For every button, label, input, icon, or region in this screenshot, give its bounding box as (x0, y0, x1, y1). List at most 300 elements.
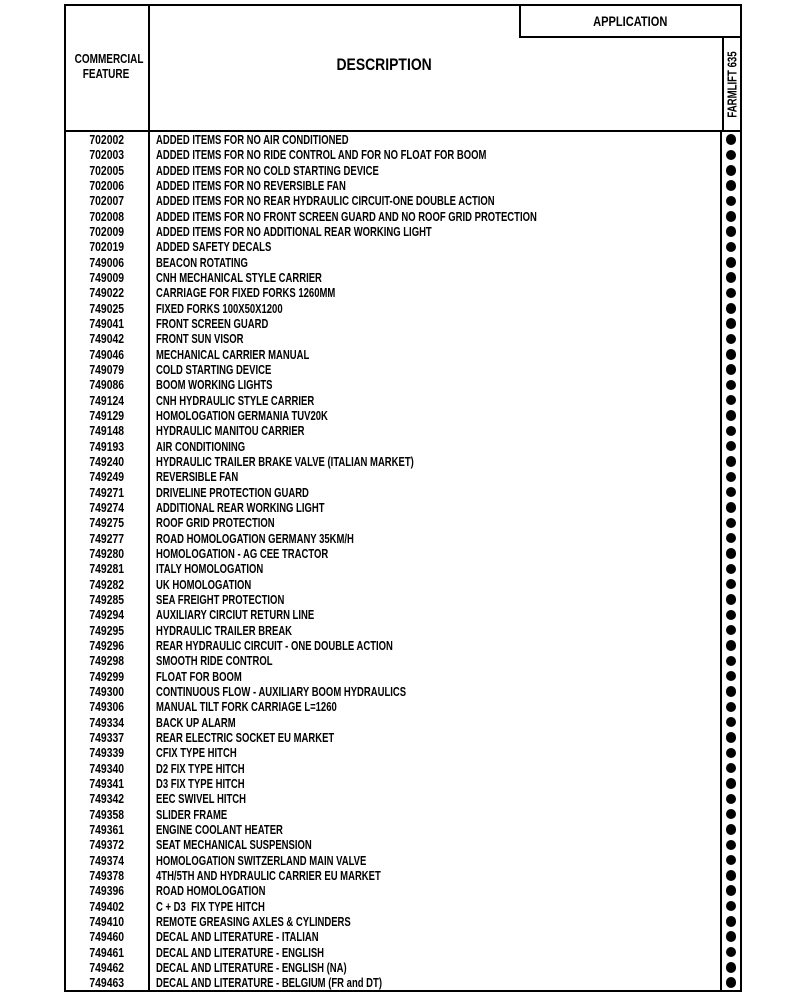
description-text: ADDED ITEMS FOR NO COLD STARTING DEVICE (156, 162, 379, 178)
application-cell (722, 960, 740, 975)
description-cell (150, 776, 722, 791)
application-cell (722, 607, 740, 622)
application-dot-icon (726, 426, 737, 437)
feature-code-cell (66, 347, 150, 362)
table-row (66, 331, 740, 346)
feature-code: 749378 (89, 867, 125, 883)
table-row (66, 822, 740, 837)
description-text: REVERSIBLE FAN (156, 469, 239, 485)
feature-code-cell (66, 623, 150, 638)
table-row (66, 837, 740, 852)
feature-code-cell (66, 454, 150, 469)
table-row (66, 347, 740, 362)
feature-code-cell (66, 439, 150, 454)
description-text: AUXILIARY CIRCIUT RETURN LINE (156, 607, 315, 623)
feature-code: 702019 (89, 239, 125, 255)
description-cell (150, 623, 722, 638)
application-dot-icon (726, 579, 737, 590)
feature-code-cell (66, 393, 150, 408)
feature-code: 749372 (89, 837, 125, 853)
application-cell (722, 883, 740, 898)
feature-code-cell (66, 301, 150, 316)
description-text: ADDED ITEMS FOR NO ADDITIONAL REAR WORKING LIGHT (156, 224, 432, 240)
feature-code: 749148 (89, 423, 125, 439)
description-cell (150, 408, 722, 423)
feature-code-cell (66, 668, 150, 683)
application-dot-icon (726, 594, 737, 605)
application-cell (722, 331, 740, 346)
application-cell (722, 469, 740, 484)
model-name-label: FARMLIFT 635 (724, 50, 740, 118)
description-cell (150, 822, 722, 837)
application-cell (722, 760, 740, 775)
commercial-feature-header-label (66, 52, 146, 82)
description-text: ADDED ITEMS FOR NO FRONT SCREEN GUARD AND NO ROOF GRID PROTECTION (156, 208, 537, 224)
application-cell (722, 193, 740, 208)
table-row (66, 193, 740, 208)
application-dot-icon (726, 840, 737, 851)
description-text: COLD STARTING DEVICE (156, 362, 272, 378)
feature-code: 749340 (89, 760, 125, 776)
description-text: DECAL AND LITERATURE - ITALIAN (156, 929, 319, 945)
description-cell (150, 607, 722, 622)
feature-code: 749306 (89, 699, 125, 715)
table-row (66, 239, 740, 254)
feature-code: 702003 (89, 147, 125, 163)
application-cell (722, 975, 740, 990)
description-cell (150, 393, 722, 408)
application-dot-icon (726, 962, 737, 973)
application-dot-icon (726, 272, 737, 283)
description-cell (150, 883, 722, 898)
application-dot-icon (726, 318, 737, 329)
application-cell (722, 868, 740, 883)
feature-code: 749006 (89, 254, 125, 270)
feature-code-cell (66, 960, 150, 975)
table-row (66, 960, 740, 975)
table-row (66, 316, 740, 331)
description-cell (150, 377, 722, 392)
application-cell (722, 255, 740, 270)
description-text: ADDED SAFETY DECALS (156, 239, 272, 255)
application-dot-icon (726, 380, 737, 391)
description-cell (150, 439, 722, 454)
feature-code-cell (66, 975, 150, 990)
application-cell (722, 209, 740, 224)
table-row (66, 423, 740, 438)
application-cell (722, 791, 740, 806)
application-dot-icon (726, 717, 737, 728)
feature-code-cell (66, 163, 150, 178)
application-cell (722, 163, 740, 178)
application-dot-icon (726, 640, 737, 651)
description-cell (150, 868, 722, 883)
feature-code-cell (66, 714, 150, 729)
table-row (66, 806, 740, 821)
application-cell (722, 301, 740, 316)
description-text: CNH MECHANICAL STYLE CARRIER (156, 270, 322, 286)
commercial-feature-header-cell (66, 6, 150, 130)
table-row (66, 699, 740, 714)
feature-code-cell (66, 607, 150, 622)
application-dot-icon (726, 242, 737, 253)
application-dot-icon (726, 901, 737, 912)
application-cell (722, 699, 740, 714)
description-cell (150, 270, 722, 285)
feature-code-cell (66, 178, 150, 193)
application-dot-icon (726, 855, 737, 866)
feature-code: 749296 (89, 637, 125, 653)
application-dot-icon (726, 686, 737, 697)
feature-code-cell (66, 270, 150, 285)
feature-code: 749046 (89, 346, 125, 362)
table-row (66, 393, 740, 408)
description-text: MECHANICAL CARRIER MANUAL (156, 346, 310, 362)
feature-code: 749461 (89, 944, 125, 960)
table-row (66, 868, 740, 883)
feature-application-table (64, 4, 742, 992)
application-cell (722, 408, 740, 423)
table-row (66, 883, 740, 898)
feature-code: 749334 (89, 714, 125, 730)
feature-code: 702009 (89, 224, 125, 240)
feature-code: 749342 (89, 791, 125, 807)
feature-code: 749285 (89, 592, 125, 607)
description-text: REAR HYDRAULIC CIRCUIT - ONE DOUBLE ACTION (156, 637, 393, 653)
description-cell (150, 285, 722, 300)
description-text: ROAD HOMOLOGATION (156, 883, 266, 899)
table-row (66, 301, 740, 316)
application-dot-icon (726, 472, 737, 483)
table-row (66, 408, 740, 423)
application-dot-icon (726, 671, 737, 682)
feature-code: 702005 (89, 162, 125, 178)
feature-code-cell (66, 546, 150, 561)
application-cell (722, 914, 740, 929)
description-cell (150, 331, 722, 346)
application-dot-icon (726, 916, 737, 927)
application-dot-icon (726, 870, 737, 881)
description-text: ADDED ITEMS FOR NO REAR HYDRAULIC CIRCUIT-ONE DOUBLE ACTION (156, 193, 495, 209)
feature-code-cell (66, 898, 150, 913)
application-dot-icon (726, 625, 737, 636)
feature-code: 749339 (89, 745, 125, 761)
description-cell (150, 684, 722, 699)
description-cell (150, 914, 722, 929)
description-cell (150, 362, 722, 377)
description-cell (150, 255, 722, 270)
feature-code: 749294 (89, 607, 125, 623)
application-cell (722, 852, 740, 867)
table-row (66, 255, 740, 270)
description-cell (150, 960, 722, 975)
description-text: EEC SWIVEL HITCH (156, 791, 246, 807)
application-dot-icon (726, 487, 737, 498)
feature-code-cell (66, 500, 150, 515)
description-text: FLOAT FOR BOOM (156, 668, 242, 684)
feature-code-cell (66, 944, 150, 959)
application-cell (722, 730, 740, 745)
description-text: ENGINE COOLANT HEATER (156, 821, 283, 837)
table-row (66, 561, 740, 576)
table-row (66, 577, 740, 592)
description-text: UK HOMOLOGATION (156, 576, 252, 592)
description-text: BACK UP ALARM (156, 714, 236, 730)
application-dot-icon (726, 257, 737, 268)
application-dot-icon (726, 150, 737, 161)
feature-code: 749275 (89, 515, 125, 531)
description-text: ROAD HOMOLOGATION GERMANY 35KM/H (156, 530, 354, 546)
application-dot-icon (726, 395, 737, 406)
table-row (66, 147, 740, 162)
description-text: AIR CONDITIONING (156, 438, 246, 454)
feature-code-cell (66, 239, 150, 254)
feature-code: 749396 (89, 883, 125, 899)
description-text: DECAL AND LITERATURE - ENGLISH (NA) (156, 959, 347, 975)
application-cell (722, 898, 740, 913)
description-text: D3 FIX TYPE HITCH (156, 775, 245, 791)
feature-code-cell (66, 316, 150, 331)
application-cell (722, 638, 740, 653)
feature-code-cell (66, 577, 150, 592)
description-cell (150, 730, 722, 745)
feature-code-cell (66, 592, 150, 607)
description-text: CFIX TYPE HITCH (156, 745, 237, 761)
description-cell (150, 791, 722, 806)
feature-code-cell (66, 377, 150, 392)
feature-code: 749124 (89, 392, 125, 408)
application-dot-icon (726, 349, 737, 360)
table-row (66, 592, 740, 607)
application-cell (722, 623, 740, 638)
table-row (66, 500, 740, 515)
table-row (66, 439, 740, 454)
feature-code-cell (66, 209, 150, 224)
description-text: D2 FIX TYPE HITCH (156, 760, 245, 776)
application-dot-icon (726, 226, 737, 237)
table-row (66, 653, 740, 668)
application-cell (722, 178, 740, 193)
description-text: HYDRAULIC MANITOU CARRIER (156, 423, 305, 439)
feature-code: 749041 (89, 316, 125, 332)
table-row (66, 776, 740, 791)
application-cell (722, 577, 740, 592)
table-row (66, 929, 740, 944)
application-dot-icon (726, 885, 737, 896)
description-text: ADDED ITEMS FOR NO AIR CONDITIONED (156, 132, 349, 148)
application-cell (722, 561, 740, 576)
feature-code: 749374 (89, 852, 125, 868)
application-cell (722, 822, 740, 837)
description-text: REMOTE GREASING AXLES & CYLINDERS (156, 913, 351, 929)
application-dot-icon (726, 180, 737, 191)
description-cell (150, 347, 722, 362)
application-cell (722, 423, 740, 438)
description-text: ITALY HOMOLOGATION (156, 561, 264, 577)
table-row (66, 791, 740, 806)
table-row (66, 270, 740, 285)
description-text: HOMOLOGATION - AG CEE TRACTOR (156, 546, 329, 562)
application-cell (722, 837, 740, 852)
application-dot-icon (726, 165, 737, 176)
description-text: CONTINUOUS FLOW - AUXILIARY BOOM HYDRAULICS (156, 683, 407, 699)
application-header-label: APPLICATION (593, 13, 668, 29)
description-cell (150, 147, 722, 162)
description-cell (150, 500, 722, 515)
table-row (66, 638, 740, 653)
application-cell (722, 270, 740, 285)
feature-code-cell (66, 883, 150, 898)
table-row (66, 730, 740, 745)
description-cell (150, 515, 722, 530)
feature-code: 749358 (89, 806, 125, 822)
description-cell (150, 561, 722, 576)
feature-code-cell (66, 929, 150, 944)
application-cell (722, 239, 740, 254)
description-text: ROOF GRID PROTECTION (156, 515, 275, 531)
feature-code-cell (66, 423, 150, 438)
table-row (66, 377, 740, 392)
description-cell (150, 668, 722, 683)
feature-code: 749402 (89, 898, 125, 914)
application-cell (722, 776, 740, 791)
application-cell (722, 316, 740, 331)
table-body (66, 132, 740, 990)
description-text: REAR ELECTRIC SOCKET EU MARKET (156, 729, 335, 745)
application-cell (722, 132, 740, 147)
table-row (66, 531, 740, 546)
description-text: 4TH/5TH AND HYDRAULIC CARRIER EU MARKET (156, 867, 381, 883)
application-dot-icon (726, 410, 737, 421)
feature-code: 702007 (89, 193, 125, 209)
application-dot-icon (726, 134, 737, 145)
feature-code-cell (66, 485, 150, 500)
description-cell (150, 209, 722, 224)
application-cell (722, 515, 740, 530)
feature-code-cell (66, 822, 150, 837)
description-header-label: DESCRIPTION (336, 55, 432, 74)
table-row (66, 132, 740, 147)
application-dot-icon (726, 794, 737, 805)
feature-code: 749341 (89, 775, 125, 791)
description-text: MANUAL TILT FORK CARRIAGE L=1260 (156, 699, 337, 715)
description-cell (150, 653, 722, 668)
application-cell (722, 454, 740, 469)
application-cell (722, 806, 740, 821)
application-cell (722, 147, 740, 162)
application-cell (722, 745, 740, 760)
feature-code-cell (66, 852, 150, 867)
description-text: DECAL AND LITERATURE - ENGLISH (156, 944, 325, 960)
application-dot-icon (726, 364, 737, 375)
feature-code: 749025 (89, 300, 125, 316)
feature-code: 702006 (89, 178, 125, 194)
feature-code: 749129 (89, 408, 125, 424)
description-cell (150, 975, 722, 990)
application-cell (722, 592, 740, 607)
table-row (66, 178, 740, 193)
feature-code: 749277 (89, 530, 125, 546)
feature-code: 749079 (89, 362, 125, 378)
table-row (66, 668, 740, 683)
feature-code-cell (66, 868, 150, 883)
description-text: CNH HYDRAULIC STYLE CARRIER (156, 392, 315, 408)
application-dot-icon (726, 441, 737, 452)
table-row (66, 975, 740, 990)
feature-code: 749240 (89, 454, 125, 470)
table-row (66, 684, 740, 699)
application-cell (722, 362, 740, 377)
feature-code: 749280 (89, 546, 125, 562)
application-cell (722, 531, 740, 546)
feature-code: 749271 (89, 484, 125, 500)
feature-code: 749361 (89, 821, 125, 837)
description-cell (150, 745, 722, 760)
description-cell (150, 760, 722, 775)
application-cell (722, 668, 740, 683)
application-dot-icon (726, 610, 737, 621)
table-row (66, 623, 740, 638)
description-cell (150, 178, 722, 193)
table-row (66, 607, 740, 622)
description-cell (150, 224, 722, 239)
application-cell (722, 377, 740, 392)
application-dot-icon (726, 809, 737, 820)
description-text: BEACON ROTATING (156, 254, 248, 270)
application-dot-icon (726, 502, 737, 513)
description-cell (150, 806, 722, 821)
description-text: SMOOTH RIDE CONTROL (156, 653, 273, 669)
application-dot-icon (726, 564, 737, 575)
description-cell (150, 714, 722, 729)
application-dot-icon (726, 748, 737, 759)
feature-code-cell (66, 776, 150, 791)
application-dot-icon (726, 778, 737, 789)
application-dot-icon (726, 303, 737, 314)
feature-code: 749299 (89, 668, 125, 684)
feature-code-cell (66, 914, 150, 929)
application-dot-icon (726, 702, 737, 713)
description-text: C + D3 FIX TYPE HITCH (156, 898, 265, 914)
feature-code: 749274 (89, 500, 125, 516)
application-cell (722, 393, 740, 408)
description-text: SEAT MECHANICAL SUSPENSION (156, 837, 312, 853)
table-row (66, 454, 740, 469)
feature-code: 749249 (89, 469, 125, 485)
feature-code-cell (66, 745, 150, 760)
description-text: HYDRAULIC TRAILER BREAK (156, 622, 293, 638)
table-row (66, 209, 740, 224)
application-dot-icon (726, 196, 737, 207)
application-cell (722, 714, 740, 729)
feature-code: 749460 (89, 929, 125, 945)
description-text: DRIVELINE PROTECTION GUARD (156, 484, 309, 500)
application-dot-icon (726, 732, 737, 743)
feature-code-cell (66, 638, 150, 653)
feature-code-cell (66, 730, 150, 745)
feature-code-cell (66, 760, 150, 775)
feature-code-cell (66, 469, 150, 484)
application-cell (722, 439, 740, 454)
application-dot-icon (726, 334, 737, 345)
table-row (66, 469, 740, 484)
feature-code: 749300 (89, 683, 125, 699)
table-row (66, 914, 740, 929)
description-cell (150, 944, 722, 959)
feature-code: 749086 (89, 377, 125, 393)
application-cell (722, 347, 740, 362)
application-cell (722, 684, 740, 699)
